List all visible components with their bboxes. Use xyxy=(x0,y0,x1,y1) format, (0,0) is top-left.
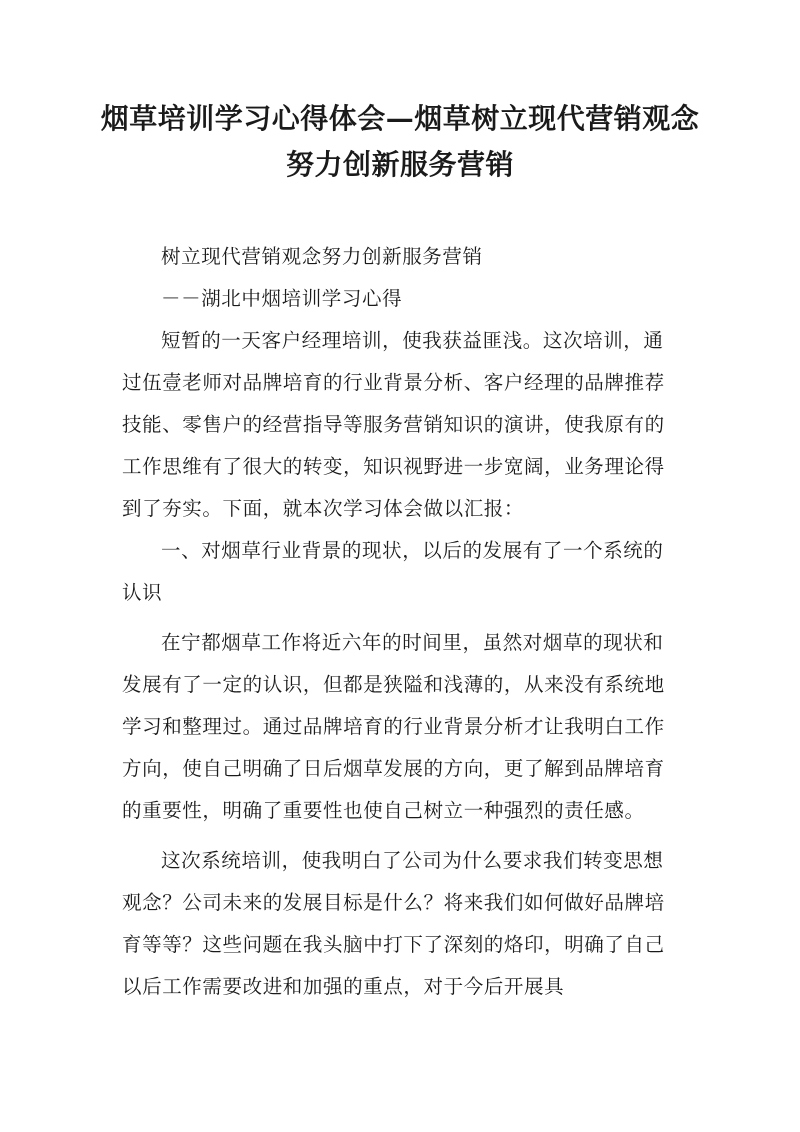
paragraph-subtitle: 树立现代营销观念努力创新服务营销 xyxy=(161,245,483,268)
paragraph-source-line: －－湖北中烟培训学习心得 xyxy=(161,287,403,310)
paragraph-spacer xyxy=(122,614,682,622)
document-body xyxy=(122,236,682,1008)
paragraph-experience: 在宁都烟草工作将近六年的时间里，虽然对烟草的现状和发展有了一定的认识，但都是狭隘和浅薄的，从来没有系统地学习和整理过。通过品牌培育的行业背景分析才让我明白工作方向，使自己明确了日后烟草发展的方向，更了解到品牌培育的重要性，明确了重要性也使自己树立一种强烈的责任感。 xyxy=(122,631,665,822)
paragraph-training-reflection: 这次系统培训，使我明白了公司为什么要求我们转变思想观念？公司未来的发展目标是什么？将来我们如何做好品牌培育等等？这些问题在我头脑中打下了深刻的烙印，明确了自己以后工作需要改进和加强的重点，对于今后开展具 xyxy=(122,849,665,998)
section-heading-one: 一、对烟草行业背景的现状，以后的发展有了一个系统的认识 xyxy=(122,539,664,604)
document-title: 烟草培训学习心得体会—烟草树立现代营销观念努力创新服务营销 xyxy=(100,102,700,181)
paragraph-spacer xyxy=(122,832,682,840)
paragraph-intro: 短暂的一天客户经理培训，使我获益匪浅。这次培训，通过伍壹老师对品牌培育的行业背景分析、客户经理的品牌推荐技能、零售户的经营指导等服务营销知识的演讲，使我原有的工作思维有了很大的转变，知识视野进一步宽阔，业务理论得到了夯实。下面，就本次学习体会做以汇报： xyxy=(122,329,665,520)
